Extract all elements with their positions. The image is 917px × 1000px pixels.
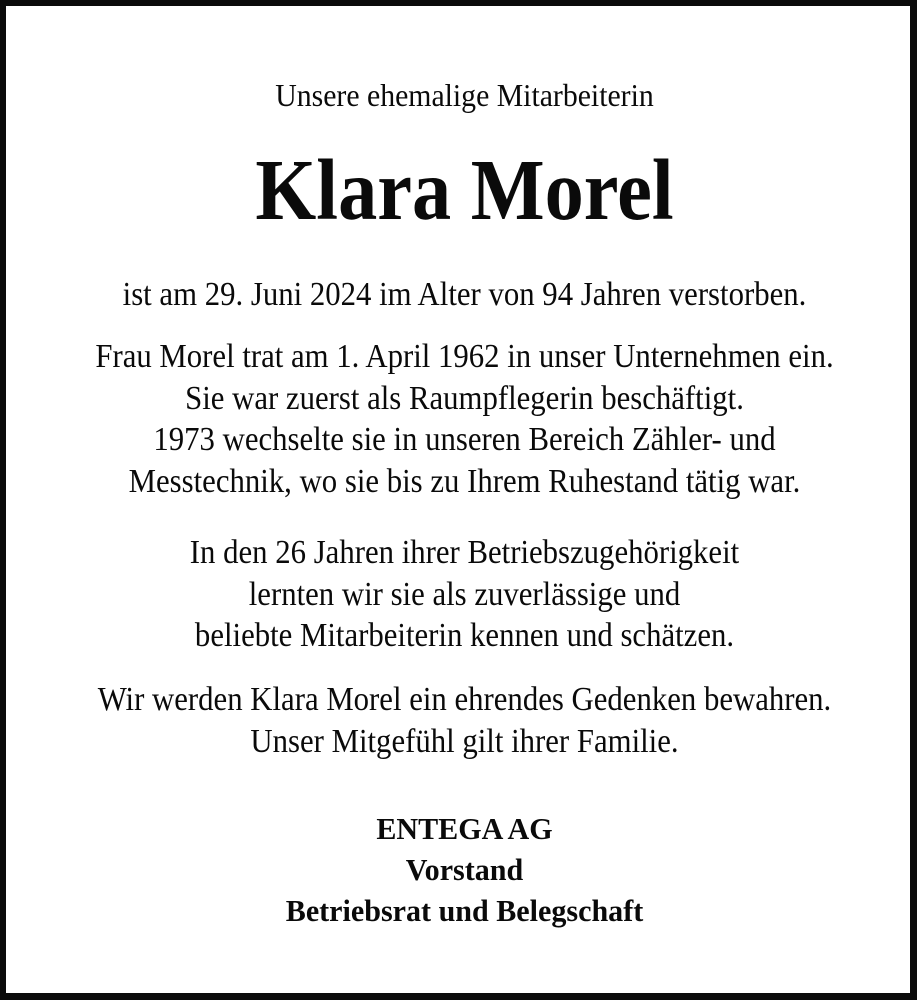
tribute-line: beliebte Mitarbeiterin kennen und schätzen. [194, 617, 735, 654]
intro-heading [6, 75, 917, 115]
career-line: 1973 wechselte sie in unseren Bereich Zähler- und [153, 421, 776, 458]
death-announcement-line: ist am 29. Juni 2024 im Alter von 94 Jahren verstorben. [122, 276, 807, 313]
remembrance-paragraph [6, 679, 917, 762]
deceased-name-heading [6, 140, 917, 240]
tribute-line: In den 26 Jahren ihrer Betriebszugehörigkeit [189, 534, 740, 571]
signature-company: ENTEGA AG [376, 811, 553, 846]
tribute-line: lernten wir sie als zuverlässige und [248, 575, 681, 613]
career-line: Sie war zuerst als Raumpflegerin beschäftigt. [185, 379, 744, 417]
career-paragraph [6, 336, 917, 502]
signature-staff: Betriebsrat und Belegschaft [285, 893, 644, 928]
remembrance-line: Unser Mitgefühl gilt ihrer Familie. [250, 722, 679, 760]
career-line: Frau Morel trat am 1. April 1962 in unser Unternehmen ein. [95, 338, 834, 375]
signature-board: Vorstand [405, 852, 524, 887]
death-announcement-paragraph [6, 274, 917, 316]
career-line: Messtechnik, wo sie bis zu Ihrem Ruhestand tätig war. [128, 462, 801, 500]
remembrance-line: Wir werden Klara Morel ein ehrendes Gedenken bewahren. [97, 681, 832, 718]
tribute-paragraph [6, 532, 917, 657]
signature-block [6, 808, 917, 931]
deceased-name: Klara Morel [255, 141, 674, 238]
intro-text: Unsere ehemalige Mitarbeiterin [275, 77, 654, 113]
